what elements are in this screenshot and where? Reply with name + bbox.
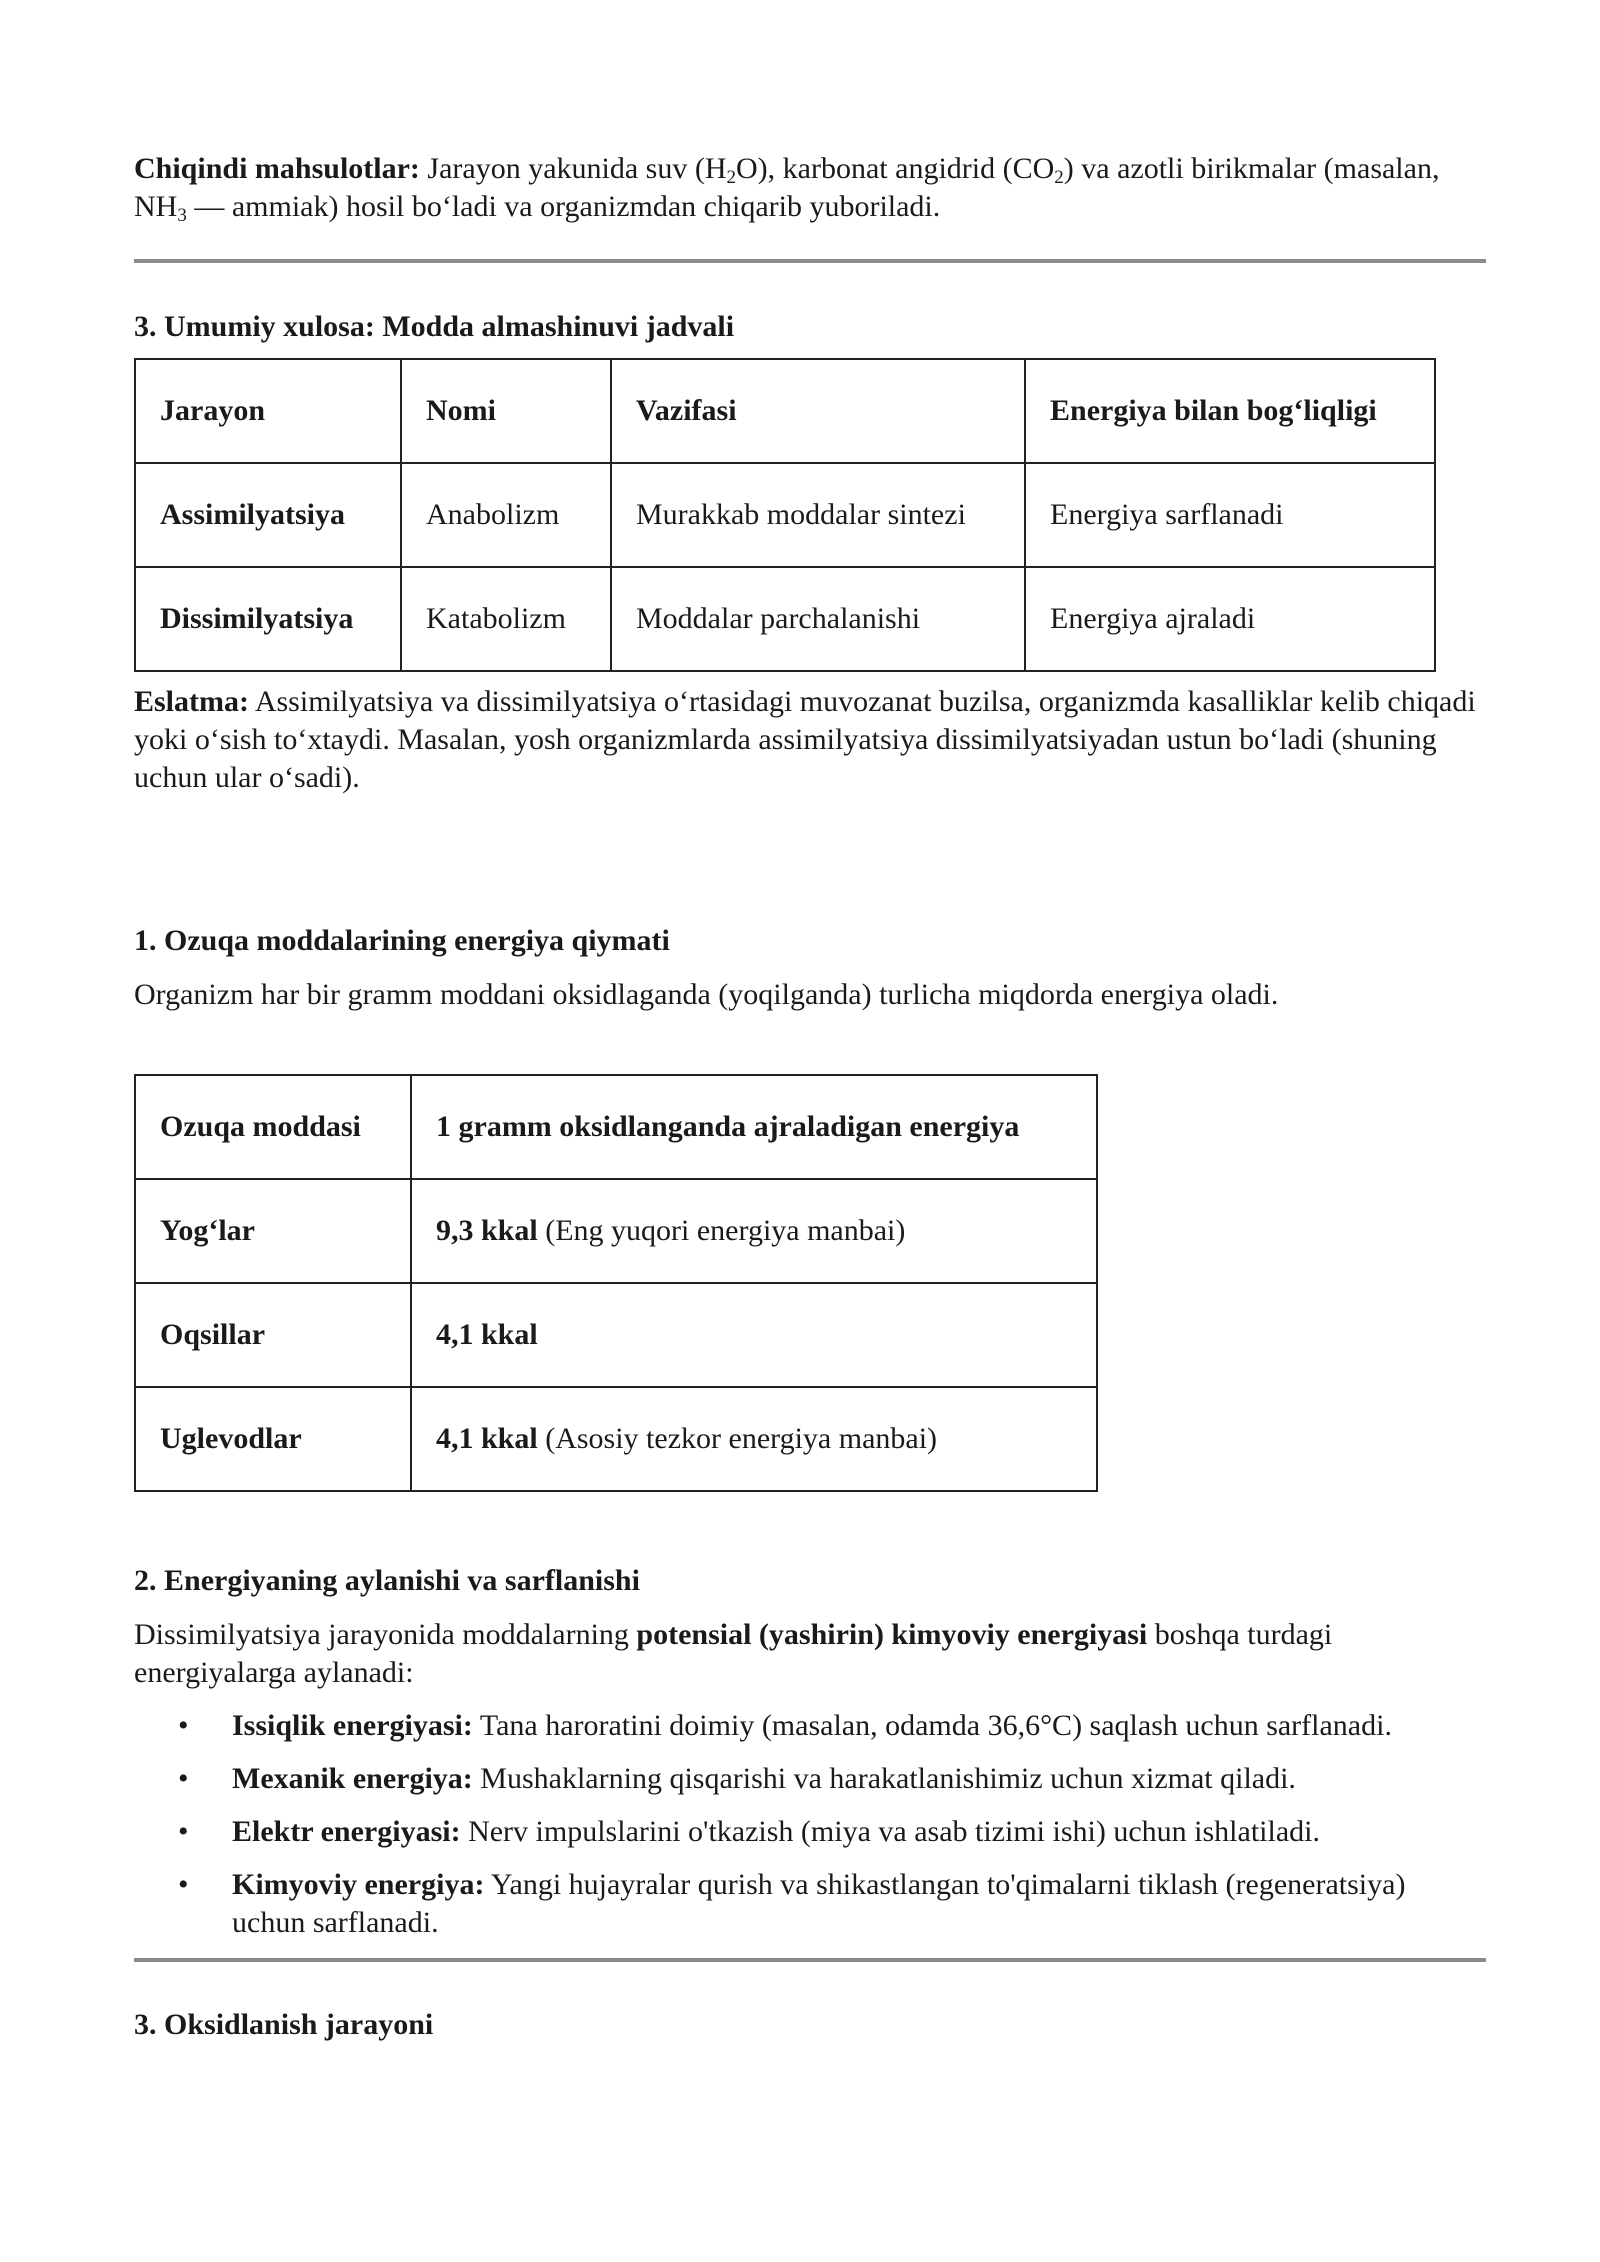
table-row — [135, 1283, 1097, 1387]
list-item-text: Yangi hujayralar qurish va shikastlangan to'qimalarni tiklash (regeneratsiya) uchun sarflanadi. — [232, 1868, 1406, 1939]
section-divider — [134, 259, 1486, 263]
note-text: Assimilyatsiya va dissimilyatsiya o‘rtasidagi muvozanat buzilsa, organizmda kasalliklar kelib chiqadi yoki o‘sish to‘xtaydi. Masalan, yosh organizmlarda assimilyatsiya dissimilyatsiyadan ustun bo‘ladi (shuning uchun ular o‘sadi). — [134, 685, 1476, 794]
table-cell: Murakkab moddalar sintezi — [611, 463, 1025, 567]
table-header-cell: 1 gramm oksidlanganda ajraladigan energiya — [411, 1075, 1097, 1179]
text-run: boshqa turdagi energiyalarga aylanadi: — [134, 1618, 1333, 1689]
table-cell: Katabolizm — [401, 567, 611, 671]
section-divider — [134, 1958, 1486, 1962]
list-item — [134, 1866, 1486, 1942]
table-row — [135, 567, 1435, 671]
list-item-label: Kimyoviy energiya: — [232, 1868, 485, 1901]
table-header-row — [135, 1075, 1097, 1179]
subscript: 2 — [1054, 167, 1064, 188]
section-heading-energy-conversion: 2. Energiyaning aylanishi va sarflanishi — [134, 1564, 640, 1597]
energy-intro-text: Organizm har bir gramm moddani oksidlaganda (yoqilganda) turlicha miqdorda energiya oladi. — [134, 978, 1279, 1011]
list-item-text: Nerv impulslarini o'tkazish (miya va asab tizimi ishi) uchun ishlatiladi. — [460, 1815, 1320, 1848]
list-item — [134, 1813, 1486, 1851]
table-cell: Uglevodlar — [135, 1387, 411, 1491]
text-run: Jarayon yakunida suv (H — [419, 152, 727, 185]
list-item-label: Mexanik energiya: — [232, 1762, 473, 1795]
text-run: ) va azotli birikmalar (masalan, NH — [134, 152, 1440, 223]
list-item-text: Tana haroratini doimiy (masalan, odamda 36,6°C) saqlash uchun sarflanadi. — [472, 1709, 1392, 1742]
energy-value: 9,3 kkal — [436, 1214, 538, 1247]
table-cell: Assimilyatsiya — [135, 463, 401, 567]
energy-types-list — [134, 1707, 1486, 1942]
table-cell — [411, 1387, 1097, 1491]
energy-note: (Eng yuqori energiya manbai) — [537, 1214, 906, 1247]
waste-products-label: Chiqindi mahsulotlar: — [134, 152, 420, 185]
note-paragraph — [134, 683, 1486, 797]
table-cell — [411, 1283, 1097, 1387]
table-cell: Moddalar parchalanishi — [611, 567, 1025, 671]
section-heading-oxidation: 3. Oksidlanish jarayoni — [134, 2008, 434, 2041]
waste-products-paragraph — [134, 150, 1486, 226]
table-cell: Dissimilyatsiya — [135, 567, 401, 671]
list-item — [134, 1760, 1486, 1798]
emphasis-text: potensial (yashirin) kimyoviy energiyasi — [636, 1618, 1148, 1651]
list-item — [134, 1707, 1486, 1745]
note-label: Eslatma: — [134, 685, 249, 718]
table-row — [135, 1179, 1097, 1283]
table-cell: Energiya sarflanadi — [1025, 463, 1435, 567]
energy-value: 4,1 kkal — [436, 1422, 538, 1455]
table-header-row — [135, 359, 1435, 463]
table-header-cell: Nomi — [401, 359, 611, 463]
energy-value: 4,1 kkal — [436, 1318, 538, 1351]
subscript: 2 — [726, 167, 737, 188]
document-content — [134, 150, 1486, 2044]
list-item-label: Elektr energiyasi: — [232, 1815, 461, 1848]
energy-note: (Asosiy tezkor energiya manbai) — [537, 1422, 938, 1455]
table-row — [135, 463, 1435, 567]
section-heading-energy-value: 1. Ozuqa moddalarining energiya qiymati — [134, 924, 670, 957]
table-cell: Anabolizm — [401, 463, 611, 567]
list-item-text: Mushaklarning qisqarishi va harakatlanishimiz uchun xizmat qiladi. — [472, 1762, 1296, 1795]
table-cell: Oqsillar — [135, 1283, 411, 1387]
table-header-cell: Ozuqa moddasi — [135, 1075, 411, 1179]
table-header-cell: Energiya bilan bog‘liqligi — [1025, 359, 1435, 463]
text-run: — ammiak) hosil bo‘ladi va organizmdan chiqarib yuboriladi. — [186, 190, 941, 223]
table-cell: Energiya ajraladi — [1025, 567, 1435, 671]
text-run: Dissimilyatsiya jarayonida moddalarning — [134, 1618, 637, 1651]
table-header-cell: Vazifasi — [611, 359, 1025, 463]
table-cell: Yog‘lar — [135, 1179, 411, 1283]
table-cell — [411, 1179, 1097, 1283]
section-heading-summary: 3. Umumiy xulosa: Modda almashinuvi jadvali — [134, 310, 735, 343]
energy-value-table — [134, 1074, 1098, 1492]
list-item-label: Issiqlik energiyasi: — [232, 1709, 473, 1742]
subscript: 3 — [177, 205, 187, 226]
metabolism-table — [134, 358, 1436, 672]
table-header-cell: Jarayon — [135, 359, 401, 463]
text-run: O), karbonat angidrid (CO — [736, 152, 1055, 185]
table-row — [135, 1387, 1097, 1491]
conversion-intro-paragraph — [134, 1616, 1486, 1692]
